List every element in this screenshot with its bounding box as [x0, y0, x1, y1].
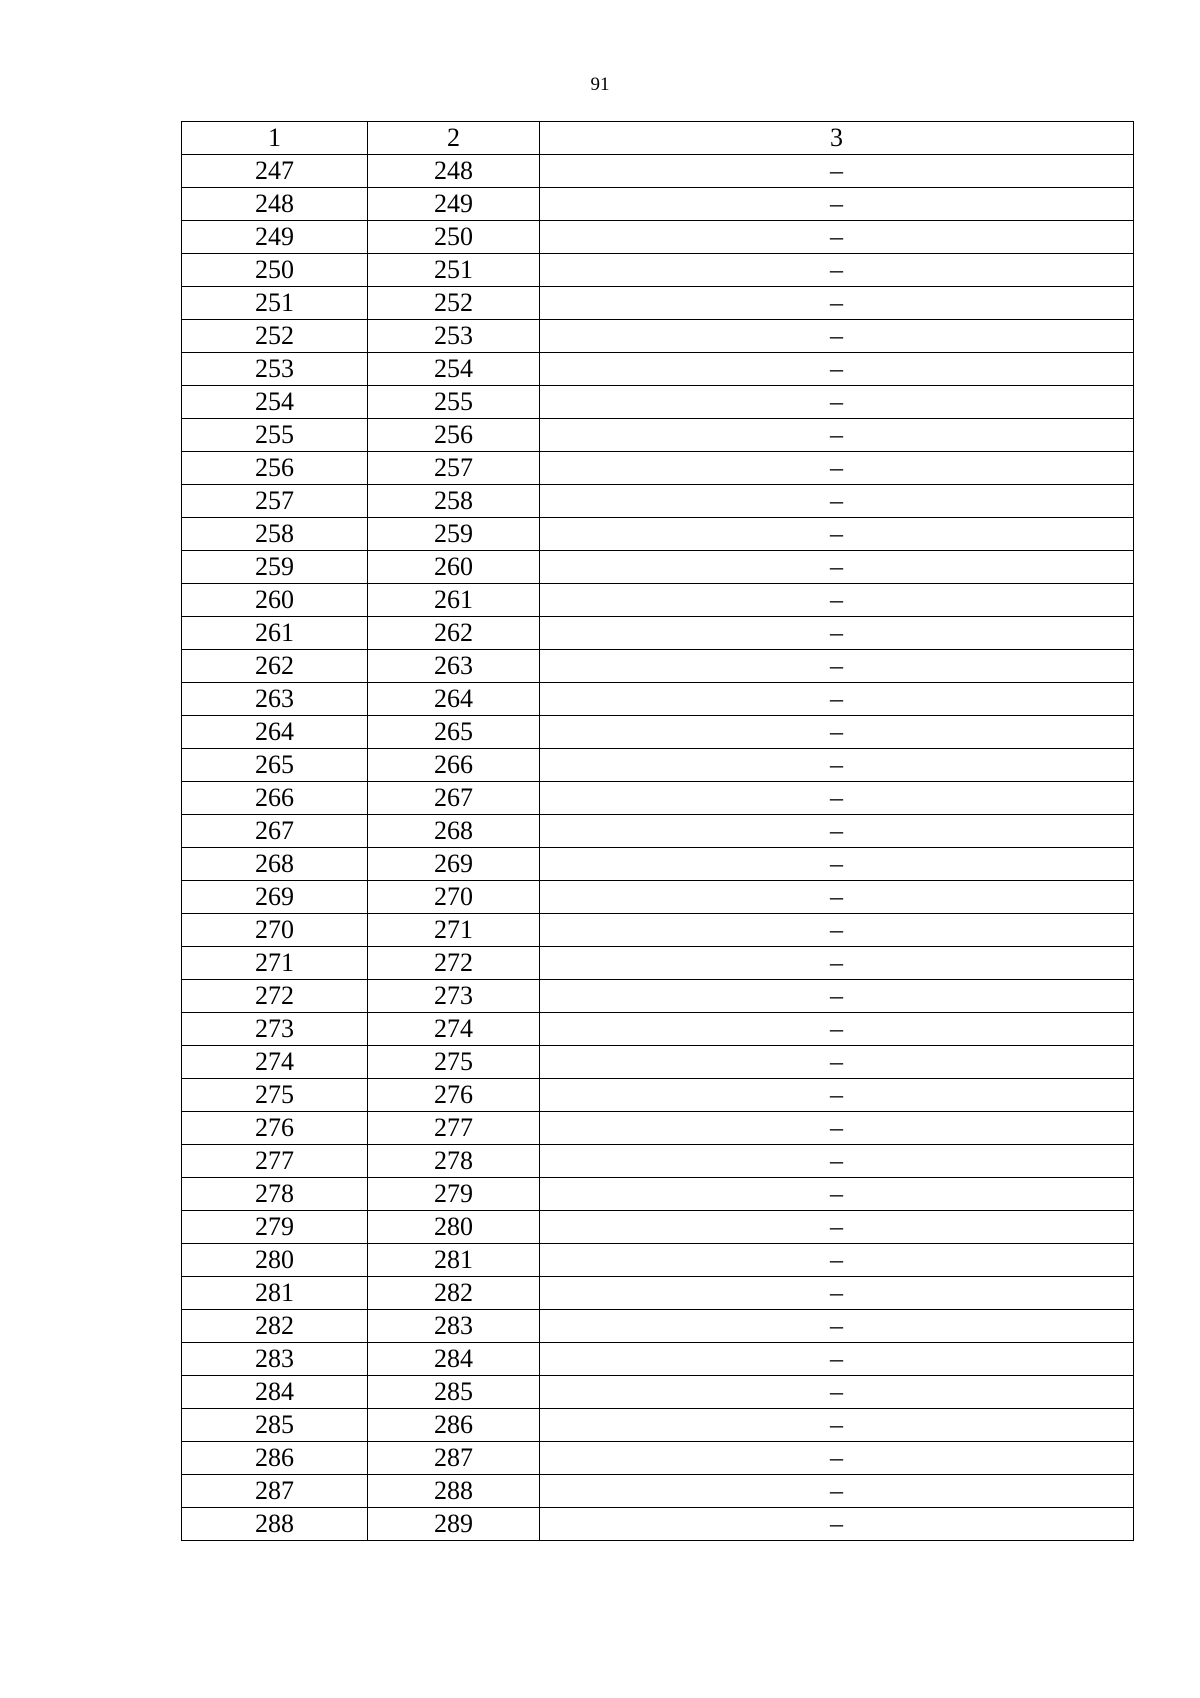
table-cell-col-1: 274 — [182, 1046, 368, 1079]
table-cell-col-2: 256 — [368, 419, 540, 452]
table-cell-col-1: 248 — [182, 188, 368, 221]
table-body — [182, 122, 1134, 1541]
table-cell-col-3: – — [540, 980, 1134, 1013]
table-row — [182, 254, 1134, 287]
table-row — [182, 1079, 1134, 1112]
table-cell-col-2: 265 — [368, 716, 540, 749]
table-cell-col-3: – — [540, 914, 1134, 947]
table-cell-col-3: – — [540, 1508, 1134, 1541]
table-cell-col-1: 254 — [182, 386, 368, 419]
table-cell-col-2: 281 — [368, 1244, 540, 1277]
table-cell-col-2: 267 — [368, 782, 540, 815]
table-cell-col-1: 285 — [182, 1409, 368, 1442]
table-cell-col-3: – — [540, 1079, 1134, 1112]
table-cell-col-1: 247 — [182, 155, 368, 188]
table-cell-col-3: – — [540, 188, 1134, 221]
table-cell-col-2: 273 — [368, 980, 540, 1013]
table-cell-col-1: 261 — [182, 617, 368, 650]
table-cell-col-1: 250 — [182, 254, 368, 287]
table-cell-col-2: 286 — [368, 1409, 540, 1442]
table-row — [182, 1244, 1134, 1277]
table-row — [182, 1211, 1134, 1244]
table-row — [182, 1178, 1134, 1211]
table-cell-col-1: 280 — [182, 1244, 368, 1277]
table-cell-col-1: 282 — [182, 1310, 368, 1343]
table-cell-col-3: – — [540, 947, 1134, 980]
table-cell-col-1: 255 — [182, 419, 368, 452]
table-cell-col-2: 248 — [368, 155, 540, 188]
table-cell-col-3: – — [540, 419, 1134, 452]
table-cell-col-2: 277 — [368, 1112, 540, 1145]
table-row — [182, 155, 1134, 188]
header-cell-3: 3 — [540, 122, 1134, 155]
table-cell-col-2: 280 — [368, 1211, 540, 1244]
table-row — [182, 188, 1134, 221]
table-cell-col-1: 251 — [182, 287, 368, 320]
table-row — [182, 716, 1134, 749]
table-cell-col-3: – — [540, 815, 1134, 848]
table-cell-col-1: 279 — [182, 1211, 368, 1244]
table-cell-col-3: – — [540, 518, 1134, 551]
table-cell-col-1: 281 — [182, 1277, 368, 1310]
table-cell-col-2: 249 — [368, 188, 540, 221]
table-cell-col-2: 283 — [368, 1310, 540, 1343]
table-cell-col-1: 249 — [182, 221, 368, 254]
table-cell-col-2: 254 — [368, 353, 540, 386]
table-cell-col-2: 285 — [368, 1376, 540, 1409]
table-row — [182, 617, 1134, 650]
table-cell-col-2: 250 — [368, 221, 540, 254]
table-cell-col-2: 289 — [368, 1508, 540, 1541]
table-cell-col-1: 256 — [182, 452, 368, 485]
table-cell-col-3: – — [540, 650, 1134, 683]
table-cell-col-2: 259 — [368, 518, 540, 551]
table-row — [182, 782, 1134, 815]
table-row — [182, 287, 1134, 320]
table-cell-col-3: – — [540, 386, 1134, 419]
table-cell-col-1: 257 — [182, 485, 368, 518]
table-cell-col-3: – — [540, 881, 1134, 914]
table-cell-col-3: – — [540, 1178, 1134, 1211]
table-cell-col-1: 283 — [182, 1343, 368, 1376]
table-cell-col-3: – — [540, 1343, 1134, 1376]
table-row — [182, 353, 1134, 386]
table-row — [182, 749, 1134, 782]
table-cell-col-2: 275 — [368, 1046, 540, 1079]
table-cell-col-3: – — [540, 716, 1134, 749]
table-row — [182, 1442, 1134, 1475]
table-row — [182, 947, 1134, 980]
table-cell-col-3: – — [540, 782, 1134, 815]
table-row — [182, 650, 1134, 683]
table-cell-col-3: – — [540, 287, 1134, 320]
table-cell-col-3: – — [540, 1244, 1134, 1277]
table-cell-col-1: 259 — [182, 551, 368, 584]
table-cell-col-1: 258 — [182, 518, 368, 551]
table-cell-col-2: 268 — [368, 815, 540, 848]
table-cell-col-2: 262 — [368, 617, 540, 650]
table-row — [182, 881, 1134, 914]
table-cell-col-1: 252 — [182, 320, 368, 353]
table-cell-col-3: – — [540, 155, 1134, 188]
table-row — [182, 320, 1134, 353]
table-cell-col-3: – — [540, 485, 1134, 518]
table-row — [182, 221, 1134, 254]
table-cell-col-2: 253 — [368, 320, 540, 353]
table-cell-col-2: 284 — [368, 1343, 540, 1376]
table-cell-col-2: 282 — [368, 1277, 540, 1310]
table-row — [182, 1145, 1134, 1178]
table-row — [182, 683, 1134, 716]
table-row — [182, 1310, 1134, 1343]
table-row — [182, 980, 1134, 1013]
table-cell-col-3: – — [540, 1475, 1134, 1508]
table-cell-col-3: – — [540, 848, 1134, 881]
table-cell-col-3: – — [540, 749, 1134, 782]
table-row — [182, 1475, 1134, 1508]
data-table — [181, 121, 1134, 1541]
table-cell-col-1: 263 — [182, 683, 368, 716]
table-cell-col-1: 267 — [182, 815, 368, 848]
table-row — [182, 1046, 1134, 1079]
table-row — [182, 551, 1134, 584]
table-cell-col-3: – — [540, 320, 1134, 353]
table-cell-col-3: – — [540, 353, 1134, 386]
table-cell-col-3: – — [540, 1442, 1134, 1475]
table-cell-col-3: – — [540, 1211, 1134, 1244]
table-row — [182, 1277, 1134, 1310]
table-cell-col-2: 257 — [368, 452, 540, 485]
table-cell-col-2: 258 — [368, 485, 540, 518]
table-cell-col-2: 269 — [368, 848, 540, 881]
table-cell-col-1: 262 — [182, 650, 368, 683]
table-row — [182, 386, 1134, 419]
table-cell-col-2: 271 — [368, 914, 540, 947]
table-cell-col-1: 278 — [182, 1178, 368, 1211]
table-row — [182, 1376, 1134, 1409]
table-cell-col-2: 260 — [368, 551, 540, 584]
table-row — [182, 1409, 1134, 1442]
table-cell-col-2: 279 — [368, 1178, 540, 1211]
table-cell-col-1: 275 — [182, 1079, 368, 1112]
table-cell-col-1: 286 — [182, 1442, 368, 1475]
table-row — [182, 452, 1134, 485]
table-cell-col-1: 260 — [182, 584, 368, 617]
table-cell-col-2: 274 — [368, 1013, 540, 1046]
table-cell-col-2: 252 — [368, 287, 540, 320]
table-cell-col-2: 266 — [368, 749, 540, 782]
table-cell-col-3: – — [540, 1409, 1134, 1442]
table-cell-col-1: 271 — [182, 947, 368, 980]
table-cell-col-1: 276 — [182, 1112, 368, 1145]
table-cell-col-1: 272 — [182, 980, 368, 1013]
table-cell-col-3: – — [540, 617, 1134, 650]
table-cell-col-3: – — [540, 1112, 1134, 1145]
table-cell-col-3: – — [540, 1376, 1134, 1409]
table-row — [182, 914, 1134, 947]
table-cell-col-2: 276 — [368, 1079, 540, 1112]
table-cell-col-2: 264 — [368, 683, 540, 716]
table-cell-col-2: 251 — [368, 254, 540, 287]
table-cell-col-1: 265 — [182, 749, 368, 782]
table-row — [182, 518, 1134, 551]
table-cell-col-3: – — [540, 584, 1134, 617]
table-cell-col-1: 288 — [182, 1508, 368, 1541]
table-row — [182, 485, 1134, 518]
table-cell-col-3: – — [540, 1145, 1134, 1178]
table-cell-col-1: 270 — [182, 914, 368, 947]
page-number: 91 — [590, 74, 610, 95]
table-cell-col-3: – — [540, 683, 1134, 716]
table-row — [182, 1013, 1134, 1046]
table-cell-col-1: 273 — [182, 1013, 368, 1046]
table-row — [182, 848, 1134, 881]
table-row — [182, 1508, 1134, 1541]
table-row — [182, 419, 1134, 452]
table-cell-col-1: 268 — [182, 848, 368, 881]
table-cell-col-2: 287 — [368, 1442, 540, 1475]
table-cell-col-1: 253 — [182, 353, 368, 386]
table-cell-col-2: 261 — [368, 584, 540, 617]
table-cell-col-1: 266 — [182, 782, 368, 815]
table-cell-col-3: – — [540, 1046, 1134, 1079]
table-row — [182, 1343, 1134, 1376]
table-cell-col-2: 270 — [368, 881, 540, 914]
table-cell-col-3: – — [540, 1013, 1134, 1046]
table-cell-col-2: 255 — [368, 386, 540, 419]
header-cell-1: 1 — [182, 122, 368, 155]
table-cell-col-1: 284 — [182, 1376, 368, 1409]
table-cell-col-3: – — [540, 1277, 1134, 1310]
table-cell-col-3: – — [540, 551, 1134, 584]
table-cell-col-3: – — [540, 254, 1134, 287]
table-header-row — [182, 122, 1134, 155]
table-cell-col-1: 277 — [182, 1145, 368, 1178]
table-cell-col-2: 263 — [368, 650, 540, 683]
header-cell-2: 2 — [368, 122, 540, 155]
table-cell-col-3: – — [540, 452, 1134, 485]
table-row — [182, 584, 1134, 617]
table-cell-col-1: 264 — [182, 716, 368, 749]
table-cell-col-2: 278 — [368, 1145, 540, 1178]
table-cell-col-2: 272 — [368, 947, 540, 980]
table-row — [182, 1112, 1134, 1145]
table-cell-col-2: 288 — [368, 1475, 540, 1508]
table-cell-col-1: 269 — [182, 881, 368, 914]
table-cell-col-3: – — [540, 1310, 1134, 1343]
table-row — [182, 815, 1134, 848]
table-cell-col-1: 287 — [182, 1475, 368, 1508]
table-cell-col-3: – — [540, 221, 1134, 254]
